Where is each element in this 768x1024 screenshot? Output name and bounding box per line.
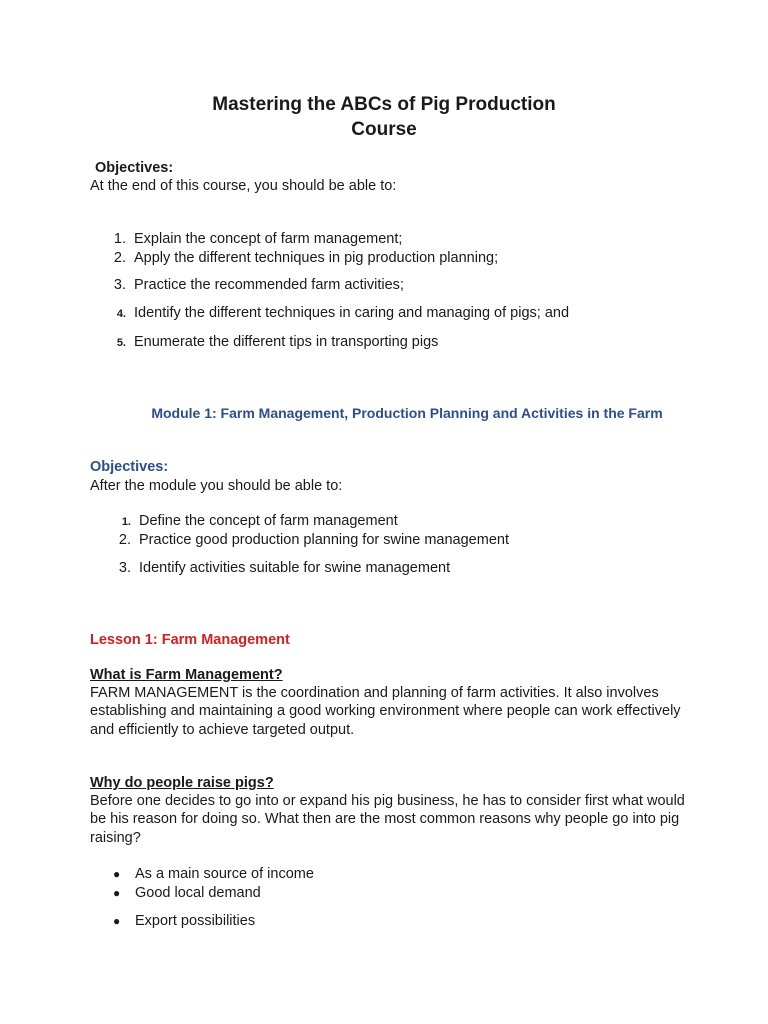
course-objective-item bbox=[100, 249, 498, 267]
list-text: Identify activities suitable for swine management bbox=[139, 560, 451, 576]
course-objectives-heading: Objectives: bbox=[95, 160, 174, 176]
list-number: 5. bbox=[116, 337, 126, 349]
course-objective-item bbox=[100, 230, 402, 248]
list-text: Apply the different techniques in pig production planning; bbox=[134, 250, 499, 266]
list-number: 3. bbox=[118, 560, 131, 576]
list-number: 3. bbox=[113, 277, 126, 293]
list-item bbox=[113, 865, 314, 883]
bullet-icon: ● bbox=[113, 867, 121, 881]
module-objective-item bbox=[105, 512, 398, 531]
list-text: Practice good production planning for swine management bbox=[139, 532, 509, 548]
bullet-icon: ● bbox=[113, 914, 121, 928]
module-objectives-heading: Objectives: bbox=[90, 459, 169, 475]
document-title-line2: Course bbox=[351, 119, 417, 140]
list-number: 2. bbox=[118, 532, 131, 548]
list-item bbox=[113, 884, 261, 902]
lesson-title: Lesson 1: Farm Management bbox=[90, 632, 290, 648]
module-title: Module 1: Farm Management, Production Planning and Activities in the Farm bbox=[151, 405, 663, 421]
list-number: 2. bbox=[113, 250, 126, 266]
list-text: Good local demand bbox=[135, 885, 261, 901]
list-item bbox=[113, 912, 255, 930]
why-raise-pigs-paragraph: Before one decides to go into or expand his pig business, he has to consider first what would be his reason for doing so. What then are the most common reasons why people go into pig raising? bbox=[90, 793, 685, 846]
list-text: Define the concept of farm management bbox=[139, 513, 398, 529]
module-objectives-intro: After the module you should be able to: bbox=[90, 478, 343, 494]
list-text: Enumerate the different tips in transporting pigs bbox=[134, 334, 439, 350]
course-objective-item bbox=[100, 304, 569, 323]
list-text: Identify the different techniques in caring and managing of pigs; and bbox=[134, 305, 570, 321]
list-number: 4. bbox=[116, 308, 126, 320]
course-objectives-intro: At the end of this course, you should be able to: bbox=[90, 178, 397, 194]
module-objective-item bbox=[105, 559, 450, 577]
document-title-line1: Mastering the ABCs of Pig Production bbox=[212, 94, 556, 115]
section-heading-why-raise-pigs: Why do people raise pigs? bbox=[90, 775, 274, 791]
list-number: 1. bbox=[113, 231, 126, 247]
course-objective-item bbox=[100, 333, 438, 352]
bullet-icon: ● bbox=[113, 886, 121, 900]
list-text: As a main source of income bbox=[135, 866, 314, 882]
section-heading-farm-management: What is Farm Management? bbox=[90, 667, 283, 683]
list-text: Export possibilities bbox=[135, 913, 256, 929]
module-objective-item bbox=[105, 531, 509, 549]
course-objective-item bbox=[100, 276, 404, 294]
list-text: Practice the recommended farm activities; bbox=[134, 277, 404, 293]
list-number: 1. bbox=[121, 516, 131, 528]
list-text: Explain the concept of farm management; bbox=[134, 231, 403, 247]
farm-management-definition: FARM MANAGEMENT is the coordination and planning of farm activities. It also involves establishing and maintaining a good working environment where people can work effectively and efficiently to achieve targeted output. bbox=[90, 685, 681, 738]
